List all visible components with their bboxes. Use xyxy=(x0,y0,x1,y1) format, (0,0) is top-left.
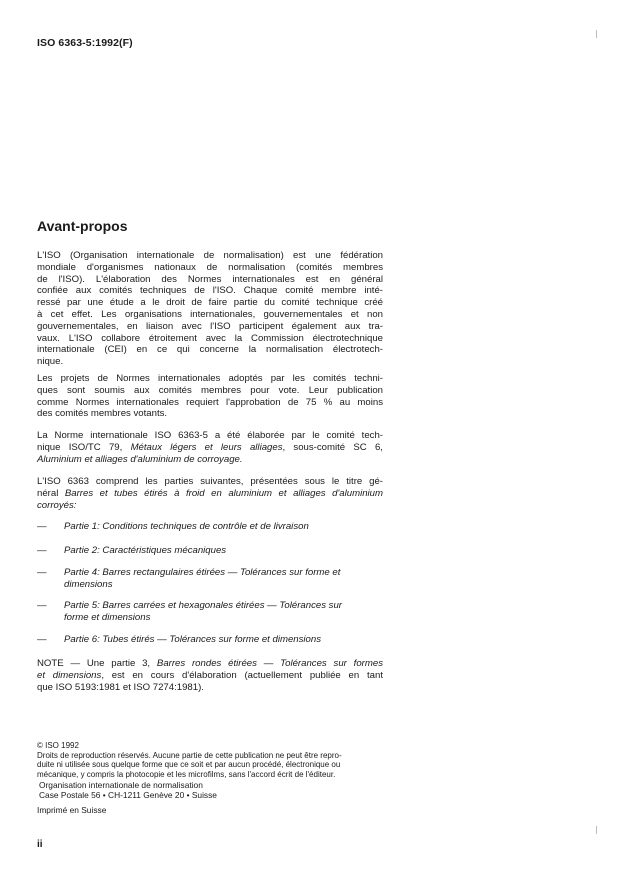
text-line: L'ISO 6363 comprend les parties suivantes, présentées sous le titre gé- xyxy=(37,476,383,487)
dash-bullet: — xyxy=(37,521,47,532)
text-line xyxy=(37,670,383,682)
part-3-title: Barres rondes étirées — Tolérances sur formes xyxy=(156,658,384,669)
text-line: comme Normes internationales requiert l'approbation de 75 % au moins xyxy=(37,396,383,408)
text-line: L'ISO (Organisation internationale de normalisation) est une fédération xyxy=(37,250,383,261)
dash-bullet: — xyxy=(37,545,47,556)
paragraph-2 xyxy=(37,373,383,420)
copyright-line: © ISO 1992 xyxy=(37,741,79,750)
dash-bullet: — xyxy=(37,634,47,645)
list-item xyxy=(37,567,383,591)
scan-mark xyxy=(596,30,597,38)
text-line: de l'ISO). L'élaboration des Normes internationales est en général xyxy=(37,273,383,285)
dash-bullet: — xyxy=(37,600,47,611)
list-item xyxy=(37,634,383,646)
rights-line: mécanique, y compris la photocopie et les microfilms, sans l'accord écrit de l'éditeur. xyxy=(37,769,336,779)
text-line: nique. xyxy=(37,356,64,368)
paragraph-1 xyxy=(37,250,383,368)
text-line: La Norme internationale ISO 6363-5 a été élaborée par le comité tech- xyxy=(37,430,383,441)
page-number: ii xyxy=(37,839,43,850)
text-line: gouvernementales, en liaison avec l'ISO participent également aux tra- xyxy=(37,320,383,332)
text-line xyxy=(37,658,383,670)
text-line: des comités membres votants. xyxy=(37,408,168,420)
text-line xyxy=(37,488,383,500)
rights-line: duite ni utilisée sous quelque forme que ce soit et par aucun procédé, électronique ou xyxy=(37,760,341,770)
paragraph-3 xyxy=(37,430,383,465)
part-title: Partie 6: Tubes étirés — Tolérances sur forme et dimensions xyxy=(64,634,322,645)
text-run: néral xyxy=(37,487,65,499)
part-3-title-cont: et dimensions xyxy=(37,669,102,681)
dash-bullet: — xyxy=(37,567,47,578)
text-line: vaux. L'ISO collabore étroitement avec la Commission électrotechnique xyxy=(37,332,383,344)
note-label: NOTE — Une partie 3, xyxy=(37,658,157,669)
section-title: Avant-propos xyxy=(37,218,128,234)
general-title: Barres et tubes étirés à froid en aluminium et alliages d'aluminium xyxy=(64,487,384,499)
committee-title: Métaux légers et leurs alliages xyxy=(130,441,283,453)
text-line: Les projets de Normes internationales adoptés par les comités techni- xyxy=(37,373,383,384)
text-line: mondiale d'organismes nationaux de normalisation (comités membres xyxy=(37,261,383,273)
text-line: ressé par une étude a le droit de faire partie du comité technique créé xyxy=(37,297,383,309)
rights-line: Droits de reproduction réservés. Aucune partie de cette publication ne peut être repro- xyxy=(37,750,342,760)
part-title xyxy=(64,600,383,624)
org-name: Organisation internationale de normalisation xyxy=(39,780,203,790)
note xyxy=(37,658,383,693)
org-address: Case Postale 56 • CH-1211 Genève 20 • Suisse xyxy=(39,789,217,800)
paragraph-4 xyxy=(37,476,383,511)
organisation-address xyxy=(39,781,217,800)
part-title xyxy=(64,567,383,591)
part-title: Partie 2: Caractéristiques mécaniques xyxy=(64,545,227,556)
text-run: , est en cours d'élaboration (actuellement publiée en tant xyxy=(101,669,383,681)
text-line: ques sont soumis aux comités membres pour vote. Leur publication xyxy=(37,384,383,396)
part-title: Partie 1: Conditions techniques de contrôle et de livraison xyxy=(64,521,309,532)
text-line: à cet effet. Les organisations internationales, gouvernementales et non xyxy=(37,308,383,320)
document-header: ISO 6363-5:1992(F) xyxy=(37,37,133,49)
list-item xyxy=(37,600,383,624)
text-line: confiée aux comités techniques de l'ISO. Chaque comité membre inté- xyxy=(37,285,383,297)
text-run: , sous-comité SC 6, xyxy=(282,441,383,453)
part-title-line: dimensions xyxy=(64,578,113,590)
scan-mark xyxy=(596,826,597,834)
part-title-line: Partie 4: Barres rectangulaires étirées — Tolérances sur forme et xyxy=(64,567,341,578)
list-item xyxy=(37,521,383,533)
text-line: internationale (CEI) en ce qui concerne la normalisation électrotech- xyxy=(37,344,383,356)
text-run: nique ISO/TC 79, xyxy=(37,441,131,453)
copyright-block xyxy=(37,741,342,779)
printed-in: Imprimé en Suisse xyxy=(37,805,107,815)
text-line xyxy=(37,442,383,454)
part-title-line: forme et dimensions xyxy=(64,611,151,623)
text-line: que ISO 5193:1981 et ISO 7274:1981). xyxy=(37,681,204,693)
subcommittee-title: Aluminium et alliages d'aluminium de corroyage. xyxy=(37,453,243,465)
list-item xyxy=(37,545,383,557)
general-title-cont: corroyés: xyxy=(37,499,77,511)
part-title-line: Partie 5: Barres carrées et hexagonales étirées — Tolérances sur xyxy=(64,600,343,611)
